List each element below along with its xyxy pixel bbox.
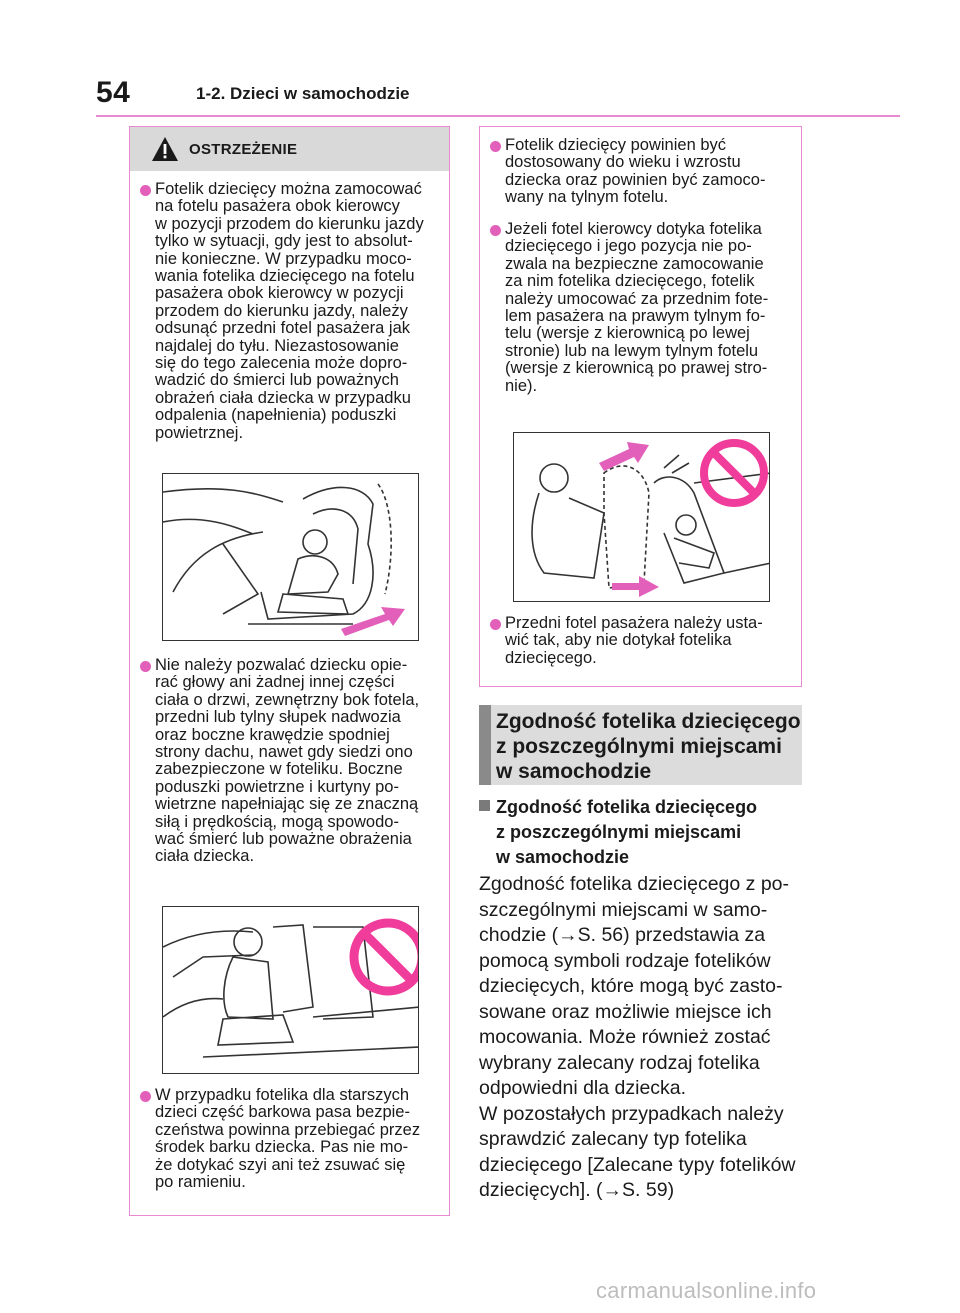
bullet-dot-icon: [490, 141, 501, 152]
bullet-dot-icon: [140, 1091, 151, 1102]
info-box: Fotelik dziecięcy powinien być dostosowany do wieku i wzrostu dziecka oraz powinien być zamoco- wany na tylnym fotelu. Jeżeli fotel kierowcy dotyka fotelika dziecięcego i jego pozycja nie po- zwala na bezpieczne zamocowanie za nim fotelika dziecięcego, fotelik należy umocować za przednim fote- lem pasażera na prawym tylnym fo- telu (wersje z kierownicą po lewej stronie) lub na lewym tylnym fotelu (wersje z kierownicą po prawej stro- nie). Przedni fotel pasażera należy usta- wić tak, aby nie dotykał fotelika dziecięcego.: [479, 126, 802, 687]
warning-triangle-icon: [150, 135, 180, 163]
child-seat-front-illustration: [162, 473, 419, 641]
bullet-dot-icon: [140, 661, 151, 672]
header-divider: [96, 115, 900, 117]
warning-title: OSTRZEŻENIE: [189, 141, 298, 158]
topic-heading: [479, 705, 802, 785]
watermark: carmanualsonline.info: [596, 1278, 817, 1303]
warning-header: [130, 127, 449, 171]
square-bullet-icon: [479, 800, 490, 811]
seat-touching-front-seat-illustration: [513, 432, 770, 602]
topic-title: Zgodność fotelika dziecięcego z poszczególnymi miejscami w samochodzie: [496, 710, 801, 783]
bullet-dot-icon: [490, 619, 501, 630]
bullet-dot-icon: [490, 225, 501, 236]
warning-box: OSTRZEŻENIE Fotelik dziecięcy można zamocować na fotelu pasażera obok kierowcy w pozycji przodem do kierunku jazdy tylko w sytuacji, gdy jest to absolut- nie konieczne. W przypadku moco- wania fotelika dziecięcego na fotelu pasażera obok kierowcy w pozycji przodem do kierunku jazdy, należy odsunąć przedni fotel pasażera jak najdalej do tyłu. Niezastosowanie się do tego zalecenia może dopro- wadzić do śmierci lub poważnych obrażeń ciała dziecka w przypadku odpalenia (napełnienia) poduszki powietrznej. Nie należy pozwalać dziecku opie- rać głowy ani żadnej innej części ciała o drzwi, zewnętrzny bok fotela, przedni lub tylny słupek nadwozia oraz boczne krawędzie spodniej strony dachu, nawet gdy siedzi ono zabezpieczone w foteliku. Boczne poduszki powietrzne i kurtyny po- wietrzne napełniając się ze znaczną siłą i prędkością, mogą spowodo- wać śmierć lub poważne obrażenia ciała dziecka. W przypadku fotelika dla starszych dzieci część barkowa pasa bezpie- czeństwa powinna przebiegać przez środek barku dziecka. Pas nie mo- że dotykać szyi ani też zsuwać się po ramieniu.: [129, 126, 450, 1216]
topic-accent-bar: [479, 705, 491, 785]
subsection-body: Zgodność fotelika dziecięcego z po- szczególnymi miejscami w samo- chodzie (→S. 56) przedstawia za pomocą symboli rodzaje fotelików dziecięcych, które mogą być zasto- sowane oraz możliwie miejsce ich mocowania. Może również zostać wybrany zalecany rodzaj fotelika odpowiedni dla dziecka. W pozostałych przypadkach należy sprawdzić zalecany typ fotelika dziecięcego [Zalecane typy fotelików dziecięcych]. (→S. 59): [479, 873, 796, 1201]
bullet-dot-icon: [140, 185, 151, 196]
child-leaning-door-illustration: [162, 906, 419, 1074]
section-title: 1-2. Dzieci w samochodzie: [196, 84, 410, 103]
page-number: 54: [96, 76, 131, 109]
